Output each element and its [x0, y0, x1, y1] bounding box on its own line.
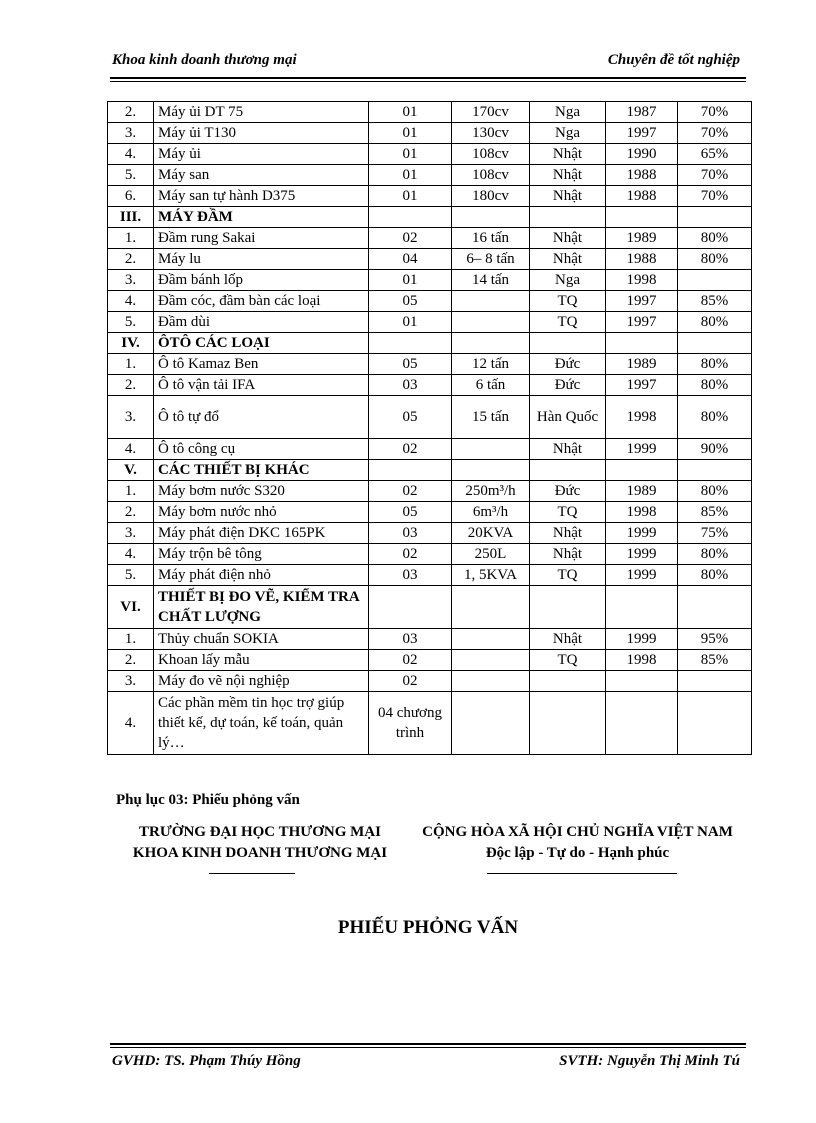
capacity-cell: 108cv	[452, 165, 530, 186]
origin-cell: Nhật	[530, 544, 606, 565]
row-number-cell: 2.	[108, 375, 154, 396]
table-row	[108, 312, 752, 333]
footer-rule-thin	[110, 1047, 746, 1048]
year-cell	[606, 460, 678, 481]
year-cell: 1998	[606, 396, 678, 439]
remaining-value-cell	[678, 671, 752, 692]
equipment-name-cell: Đầm bánh lốp	[154, 270, 369, 291]
origin-cell: Nhật	[530, 249, 606, 270]
remaining-value-cell: 70%	[678, 123, 752, 144]
capacity-cell	[452, 650, 530, 671]
remaining-value-cell: 85%	[678, 291, 752, 312]
year-cell: 1999	[606, 544, 678, 565]
capacity-cell	[452, 312, 530, 333]
year-cell: 1997	[606, 375, 678, 396]
capacity-cell: 6 tấn	[452, 375, 530, 396]
remaining-value-cell: 80%	[678, 249, 752, 270]
quantity-cell: 01	[369, 186, 452, 207]
quantity-cell: 01	[369, 102, 452, 123]
quantity-cell: 03	[369, 523, 452, 544]
table-row	[108, 650, 752, 671]
equipment-name-cell: Máy đo vẽ nội nghiệp	[154, 671, 369, 692]
row-number-cell: 2.	[108, 650, 154, 671]
equipment-name-cell: Máy bơm nước S320	[154, 481, 369, 502]
capacity-cell	[452, 333, 530, 354]
table-row	[108, 523, 752, 544]
origin-cell: TQ	[530, 650, 606, 671]
remaining-value-cell: 80%	[678, 481, 752, 502]
equipment-name-cell: Ô tô công cụ	[154, 439, 369, 460]
faculty-name: KHOA KINH DOANH THƯƠNG MẠI	[132, 845, 388, 861]
quantity-cell: 04 chương trình	[369, 692, 452, 755]
year-cell	[606, 671, 678, 692]
capacity-cell: 250m³/h	[452, 481, 530, 502]
equipment-name-cell: Máy phát điện DKC 165PK	[154, 523, 369, 544]
capacity-cell	[452, 439, 530, 460]
origin-cell: Đức	[530, 375, 606, 396]
quantity-cell: 02	[369, 439, 452, 460]
origin-cell: Nhật	[530, 439, 606, 460]
origin-cell: Nhật	[530, 165, 606, 186]
origin-cell: Nga	[530, 123, 606, 144]
table-row	[108, 629, 752, 650]
footer-student: SVTH: Nguyễn Thị Minh Tú	[559, 1053, 740, 1069]
quantity-cell: 05	[369, 354, 452, 375]
row-number-cell: 1.	[108, 228, 154, 249]
year-cell: 1989	[606, 354, 678, 375]
origin-cell	[530, 207, 606, 228]
capacity-cell: 250L	[452, 544, 530, 565]
origin-cell	[530, 460, 606, 481]
row-number-cell: 4.	[108, 439, 154, 460]
national-motto-block	[405, 822, 750, 864]
document-title: PHIẾU PHỎNG VẤN	[337, 917, 519, 938]
header-rule-thin	[110, 81, 746, 82]
quantity-cell: 01	[369, 123, 452, 144]
quantity-cell	[369, 207, 452, 228]
origin-cell: Đức	[530, 354, 606, 375]
row-number-cell: 4.	[108, 291, 154, 312]
quantity-cell: 02	[369, 481, 452, 502]
origin-cell: Nhật	[530, 186, 606, 207]
header-doc-type: Chuyên đề tốt nghiệp	[607, 52, 740, 68]
remaining-value-cell	[678, 460, 752, 481]
quantity-cell	[369, 586, 452, 629]
origin-cell: Nga	[530, 270, 606, 291]
row-number-cell: VI.	[108, 586, 154, 629]
equipment-name-cell: Máy bơm nước nhỏ	[154, 502, 369, 523]
quantity-cell: 02	[369, 228, 452, 249]
motto-underline	[487, 873, 677, 874]
remaining-value-cell	[678, 692, 752, 755]
quantity-cell	[369, 460, 452, 481]
remaining-value-cell	[678, 270, 752, 291]
page-header	[110, 50, 746, 78]
capacity-cell: 180cv	[452, 186, 530, 207]
appendix-label: Phụ lục 03: Phiếu phỏng vấn	[116, 792, 300, 808]
row-number-cell: 2.	[108, 102, 154, 123]
remaining-value-cell: 80%	[678, 375, 752, 396]
equipment-name-cell: Máy ủi DT 75	[154, 102, 369, 123]
row-number-cell: 3.	[108, 523, 154, 544]
school-underline	[209, 873, 295, 874]
year-cell: 1999	[606, 565, 678, 586]
quantity-cell: 02	[369, 671, 452, 692]
year-cell: 1990	[606, 144, 678, 165]
capacity-cell: 170cv	[452, 102, 530, 123]
table-row	[108, 481, 752, 502]
table-row	[108, 671, 752, 692]
row-number-cell: IV.	[108, 333, 154, 354]
table-row	[108, 502, 752, 523]
capacity-cell: 108cv	[452, 144, 530, 165]
remaining-value-cell	[678, 333, 752, 354]
capacity-cell: 14 tấn	[452, 270, 530, 291]
year-cell	[606, 692, 678, 755]
remaining-value-cell	[678, 207, 752, 228]
capacity-cell: 130cv	[452, 123, 530, 144]
origin-cell	[530, 333, 606, 354]
row-number-cell: 3.	[108, 270, 154, 291]
origin-cell: Nga	[530, 102, 606, 123]
row-number-cell: V.	[108, 460, 154, 481]
quantity-cell: 02	[369, 544, 452, 565]
equipment-name-cell: Máy phát điện nhỏ	[154, 565, 369, 586]
header-rule	[110, 77, 746, 79]
table-row	[108, 165, 752, 186]
equipment-name-cell: Đầm cóc, đầm bàn các loại	[154, 291, 369, 312]
quantity-cell: 05	[369, 396, 452, 439]
remaining-value-cell: 90%	[678, 439, 752, 460]
year-cell: 1989	[606, 228, 678, 249]
quantity-cell: 03	[369, 565, 452, 586]
quantity-cell: 01	[369, 165, 452, 186]
remaining-value-cell: 70%	[678, 102, 752, 123]
quantity-cell: 01	[369, 144, 452, 165]
remaining-value-cell: 70%	[678, 186, 752, 207]
origin-cell: Nhật	[530, 629, 606, 650]
row-number-cell: 4.	[108, 144, 154, 165]
table-row	[108, 102, 752, 123]
capacity-cell: 6– 8 tấn	[452, 249, 530, 270]
header-faculty: Khoa kinh doanh thương mại	[112, 52, 297, 68]
table-row	[108, 249, 752, 270]
table-row	[108, 123, 752, 144]
year-cell: 1997	[606, 291, 678, 312]
table-row	[108, 354, 752, 375]
quantity-cell	[369, 333, 452, 354]
equipment-name-cell: Ô tô vận tải IFA	[154, 375, 369, 396]
capacity-cell	[452, 629, 530, 650]
origin-cell: TQ	[530, 291, 606, 312]
year-cell	[606, 586, 678, 629]
row-number-cell: 5.	[108, 165, 154, 186]
remaining-value-cell: 80%	[678, 565, 752, 586]
equipment-name-cell: Thủy chuẩn SOKIA	[154, 629, 369, 650]
equipment-name-cell: Máy ủi T130	[154, 123, 369, 144]
remaining-value-cell: 85%	[678, 650, 752, 671]
remaining-value-cell: 80%	[678, 396, 752, 439]
remaining-value-cell: 75%	[678, 523, 752, 544]
table-row	[108, 396, 752, 439]
remaining-value-cell: 95%	[678, 629, 752, 650]
equipment-name-cell: Ô tô tự đổ	[154, 396, 369, 439]
year-cell: 1988	[606, 186, 678, 207]
quantity-cell: 01	[369, 270, 452, 291]
capacity-cell: 15 tấn	[452, 396, 530, 439]
row-number-cell: 3.	[108, 671, 154, 692]
footer-supervisor: GVHD: TS. Phạm Thúy Hồng	[112, 1053, 301, 1069]
capacity-cell: 20KVA	[452, 523, 530, 544]
year-cell	[606, 333, 678, 354]
capacity-cell	[452, 207, 530, 228]
origin-cell	[530, 692, 606, 755]
origin-cell: TQ	[530, 565, 606, 586]
table-row	[108, 565, 752, 586]
remaining-value-cell: 80%	[678, 228, 752, 249]
year-cell: 1999	[606, 439, 678, 460]
year-cell: 1988	[606, 249, 678, 270]
remaining-value-cell	[678, 586, 752, 629]
quantity-cell: 04	[369, 249, 452, 270]
capacity-cell: 12 tấn	[452, 354, 530, 375]
year-cell: 1998	[606, 650, 678, 671]
equipment-name-cell: MÁY ĐẦM	[154, 207, 369, 228]
equipment-name-cell: Đầm rung Sakai	[154, 228, 369, 249]
quantity-cell: 05	[369, 502, 452, 523]
equipment-name-cell: Đầm dùi	[154, 312, 369, 333]
year-cell: 1989	[606, 481, 678, 502]
quantity-cell: 03	[369, 375, 452, 396]
table-row	[108, 586, 752, 629]
row-number-cell: 1.	[108, 354, 154, 375]
equipment-name-cell: Khoan lấy mẫu	[154, 650, 369, 671]
equipment-name-cell: Máy trộn bê tông	[154, 544, 369, 565]
school-block	[110, 822, 410, 864]
table-row	[108, 439, 752, 460]
equipment-table	[107, 101, 752, 755]
equipment-name-cell: Máy ủi	[154, 144, 369, 165]
equipment-name-cell: Các phần mềm tin học trợ giúp thiết kế, dự toán, kế toán, quản lý…	[154, 692, 369, 755]
row-number-cell: 1.	[108, 629, 154, 650]
quantity-cell: 01	[369, 312, 452, 333]
origin-cell	[530, 586, 606, 629]
origin-cell: Nhật	[530, 523, 606, 544]
origin-cell	[530, 671, 606, 692]
capacity-cell	[452, 291, 530, 312]
motto: Độc lập - Tự do - Hạnh phúc	[485, 845, 670, 861]
year-cell: 1998	[606, 502, 678, 523]
table-row	[108, 207, 752, 228]
capacity-cell	[452, 460, 530, 481]
row-number-cell: 3.	[108, 396, 154, 439]
row-number-cell: 2.	[108, 502, 154, 523]
table-row	[108, 144, 752, 165]
table-row	[108, 375, 752, 396]
remaining-value-cell: 85%	[678, 502, 752, 523]
equipment-name-cell: THIẾT BỊ ĐO VẼ, KIỂM TRA CHẤT LƯỢNG	[154, 586, 369, 629]
capacity-cell	[452, 586, 530, 629]
year-cell: 1999	[606, 523, 678, 544]
quantity-cell: 05	[369, 291, 452, 312]
row-number-cell: 1.	[108, 481, 154, 502]
capacity-cell	[452, 671, 530, 692]
footer-rule	[110, 1043, 746, 1045]
equipment-name-cell: Máy lu	[154, 249, 369, 270]
row-number-cell: 5.	[108, 565, 154, 586]
row-number-cell: 4.	[108, 544, 154, 565]
origin-cell: Đức	[530, 481, 606, 502]
origin-cell: Nhật	[530, 144, 606, 165]
equipment-name-cell: ÔTÔ CÁC LOẠI	[154, 333, 369, 354]
year-cell: 1997	[606, 312, 678, 333]
remaining-value-cell: 65%	[678, 144, 752, 165]
remaining-value-cell: 70%	[678, 165, 752, 186]
table-row	[108, 544, 752, 565]
quantity-cell: 02	[369, 650, 452, 671]
capacity-cell: 16 tấn	[452, 228, 530, 249]
equipment-name-cell: CÁC THIẾT BỊ KHÁC	[154, 460, 369, 481]
remaining-value-cell: 80%	[678, 544, 752, 565]
year-cell: 1987	[606, 102, 678, 123]
row-number-cell: 5.	[108, 312, 154, 333]
remaining-value-cell: 80%	[678, 312, 752, 333]
remaining-value-cell: 80%	[678, 354, 752, 375]
origin-cell: TQ	[530, 502, 606, 523]
year-cell: 1988	[606, 165, 678, 186]
row-number-cell: III.	[108, 207, 154, 228]
row-number-cell: 3.	[108, 123, 154, 144]
row-number-cell: 6.	[108, 186, 154, 207]
origin-cell: Hàn Quốc	[530, 396, 606, 439]
school-name: TRƯỜNG ĐẠI HỌC THƯƠNG MẠI	[139, 824, 381, 840]
table-row	[108, 186, 752, 207]
table-row	[108, 270, 752, 291]
table-row	[108, 460, 752, 481]
year-cell: 1999	[606, 629, 678, 650]
table-row	[108, 291, 752, 312]
origin-cell: TQ	[530, 312, 606, 333]
origin-cell: Nhật	[530, 228, 606, 249]
equipment-name-cell: Ô tô Kamaz Ben	[154, 354, 369, 375]
year-cell	[606, 207, 678, 228]
table-row	[108, 692, 752, 755]
row-number-cell: 4.	[108, 692, 154, 755]
equipment-name-cell: Máy san tự hành D375	[154, 186, 369, 207]
capacity-cell: 6m³/h	[452, 502, 530, 523]
table-row	[108, 228, 752, 249]
row-number-cell: 2.	[108, 249, 154, 270]
quantity-cell: 03	[369, 629, 452, 650]
country-name: CỘNG HÒA XÃ HỘI CHỦ NGHĨA VIỆT NAM	[422, 824, 733, 840]
capacity-cell: 1, 5KVA	[452, 565, 530, 586]
year-cell: 1997	[606, 123, 678, 144]
capacity-cell	[452, 692, 530, 755]
year-cell: 1998	[606, 270, 678, 291]
equipment-name-cell: Máy san	[154, 165, 369, 186]
table-row	[108, 333, 752, 354]
